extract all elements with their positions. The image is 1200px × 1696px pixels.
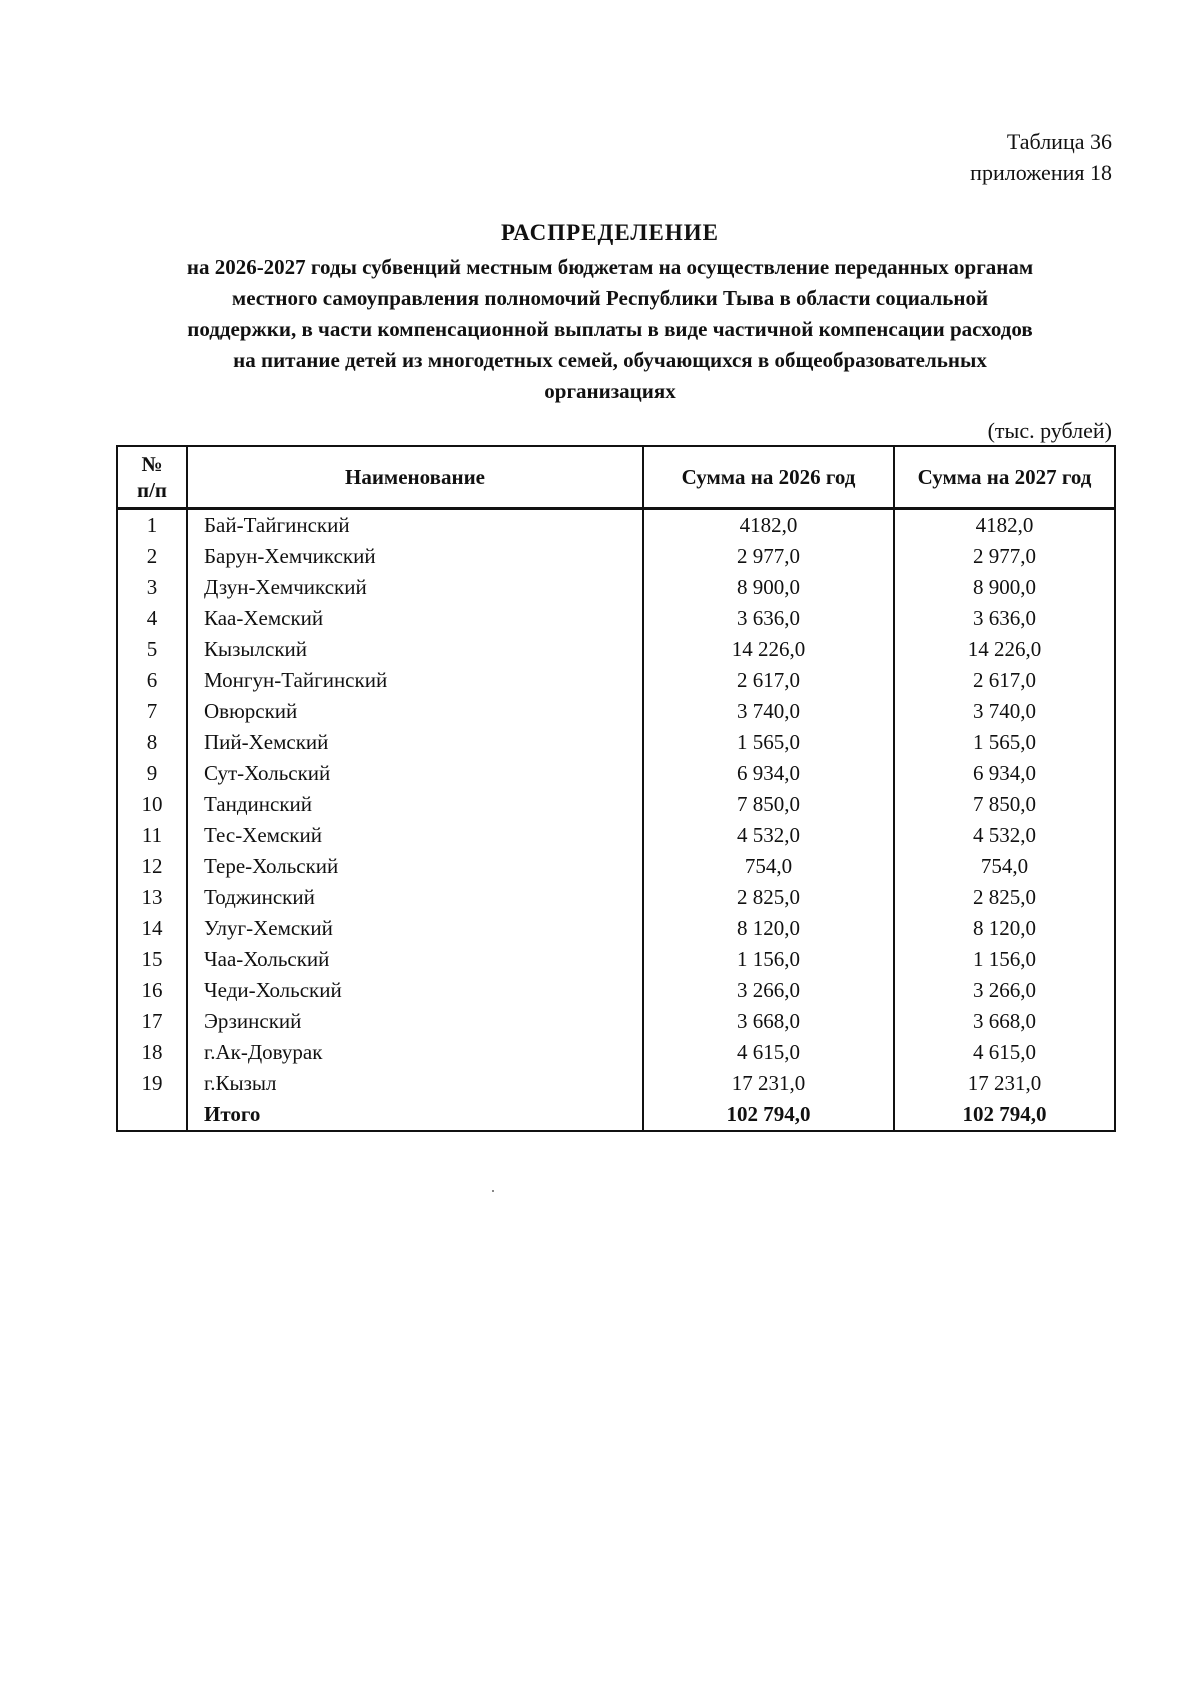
cell-sum-2026: 754,0 (643, 851, 894, 882)
cell-number: 8 (117, 727, 187, 758)
cell-name: Эрзинский (187, 1006, 643, 1037)
cell-number: 14 (117, 913, 187, 944)
total-sum-2026: 102 794,0 (643, 1099, 894, 1131)
document-heading (110, 218, 1110, 407)
cell-sum-2026: 3 266,0 (643, 975, 894, 1006)
table-row (117, 1037, 1115, 1068)
cell-sum-2027: 8 900,0 (894, 572, 1115, 603)
cell-name: Монгун-Тайгинский (187, 665, 643, 696)
document-subtitle (110, 252, 1110, 407)
cell-number: 3 (117, 572, 187, 603)
cell-name: Тере-Хольский (187, 851, 643, 882)
cell-name: Тес-Хемский (187, 820, 643, 851)
cell-sum-2026: 7 850,0 (643, 789, 894, 820)
cell-sum-2027: 2 825,0 (894, 882, 1115, 913)
table-row (117, 1006, 1115, 1037)
table-row (117, 789, 1115, 820)
cell-sum-2026: 4 532,0 (643, 820, 894, 851)
distribution-table (116, 445, 1116, 1132)
appendix-number: приложения 18 (970, 160, 1112, 185)
cell-name: г.Кызыл (187, 1068, 643, 1099)
cell-sum-2026: 4 615,0 (643, 1037, 894, 1068)
cell-number: 13 (117, 882, 187, 913)
cell-number: 4 (117, 603, 187, 634)
cell-sum-2027: 14 226,0 (894, 634, 1115, 665)
subtitle-line: организациях (544, 379, 676, 403)
subtitle-line: поддержки, в части компенсационной выплаты в виде частичной компенсации расходов (187, 317, 1033, 341)
cell-sum-2027: 4 532,0 (894, 820, 1115, 851)
table-row (117, 541, 1115, 572)
header-number (117, 446, 187, 509)
table-row (117, 665, 1115, 696)
table-row (117, 820, 1115, 851)
cell-number: 7 (117, 696, 187, 727)
cell-name: Чеди-Хольский (187, 975, 643, 1006)
document-title: РАСПРЕДЕЛЕНИЕ (501, 220, 719, 245)
cell-name: Кызылский (187, 634, 643, 665)
cell-sum-2027: 3 668,0 (894, 1006, 1115, 1037)
cell-name: Бай-Тайгинский (187, 509, 643, 542)
cell-sum-2027: 754,0 (894, 851, 1115, 882)
cell-number: 15 (117, 944, 187, 975)
cell-sum-2026: 1 565,0 (643, 727, 894, 758)
cell-sum-2026: 2 617,0 (643, 665, 894, 696)
subtitle-line: местного самоуправления полномочий Республики Тыва в области социальной (231, 286, 989, 310)
cell-name: Тоджинский (187, 882, 643, 913)
table-number: Таблица 36 (1006, 129, 1112, 154)
table-row (117, 851, 1115, 882)
table-row (117, 1068, 1115, 1099)
cell-sum-2027: 3 740,0 (894, 696, 1115, 727)
cell-number: 11 (117, 820, 187, 851)
cell-sum-2026: 3 668,0 (643, 1006, 894, 1037)
header-number-label: п/п (136, 478, 168, 502)
table-row (117, 944, 1115, 975)
cell-sum-2027: 4182,0 (894, 509, 1115, 542)
cell-sum-2026: 3 740,0 (643, 696, 894, 727)
cell-sum-2026: 2 825,0 (643, 882, 894, 913)
cell-sum-2026: 2 977,0 (643, 541, 894, 572)
cell-name: Пий-Хемский (187, 727, 643, 758)
cell-sum-2027: 1 565,0 (894, 727, 1115, 758)
table-row (117, 913, 1115, 944)
cell-number: 12 (117, 851, 187, 882)
cell-name: Тандинский (187, 789, 643, 820)
cell-sum-2027: 3 636,0 (894, 603, 1115, 634)
cell-number: 10 (117, 789, 187, 820)
cell-name: Барун-Хемчикский (187, 541, 643, 572)
unit-note: (тыс. рублей) (987, 418, 1112, 443)
cell-sum-2027: 17 231,0 (894, 1068, 1115, 1099)
cell-name: г.Ак-Довурак (187, 1037, 643, 1068)
cell-sum-2026: 8 900,0 (643, 572, 894, 603)
cell-sum-2027: 8 120,0 (894, 913, 1115, 944)
table-row (117, 696, 1115, 727)
total-sum-2027: 102 794,0 (894, 1099, 1115, 1131)
table-body (117, 509, 1115, 1132)
header-number-sign: № (141, 452, 163, 476)
cell-number: 1 (117, 509, 187, 542)
subtitle-line: на 2026-2027 годы субвенций местным бюджетам на осуществление переданных органам (186, 255, 1034, 279)
cell-number: 6 (117, 665, 187, 696)
cell-number: 18 (117, 1037, 187, 1068)
table-row (117, 882, 1115, 913)
scan-speck (492, 1190, 494, 1192)
cell-number: 5 (117, 634, 187, 665)
cell-name: Дзун-Хемчикский (187, 572, 643, 603)
cell-name: Овюрский (187, 696, 643, 727)
cell-sum-2026: 6 934,0 (643, 758, 894, 789)
header-sum-2026: Сумма на 2026 год (643, 446, 894, 509)
cell-name: Улуг-Хемский (187, 913, 643, 944)
cell-sum-2027: 2 977,0 (894, 541, 1115, 572)
cell-sum-2027: 2 617,0 (894, 665, 1115, 696)
cell-sum-2026: 3 636,0 (643, 603, 894, 634)
cell-number (117, 1099, 187, 1131)
header-sum-2027: Сумма на 2027 год (894, 446, 1115, 509)
table-row (117, 603, 1115, 634)
cell-sum-2026: 17 231,0 (643, 1068, 894, 1099)
total-label: Итого (187, 1099, 643, 1131)
cell-number: 2 (117, 541, 187, 572)
table-row (117, 727, 1115, 758)
cell-number: 16 (117, 975, 187, 1006)
table-total-row (117, 1099, 1115, 1131)
cell-number: 17 (117, 1006, 187, 1037)
cell-number: 9 (117, 758, 187, 789)
table-row (117, 572, 1115, 603)
cell-sum-2026: 4182,0 (643, 509, 894, 542)
table-row (117, 634, 1115, 665)
cell-name: Чаа-Хольский (187, 944, 643, 975)
table-row (117, 509, 1115, 542)
subtitle-line: на питание детей из многодетных семей, обучающихся в общеобразовательных (233, 348, 987, 372)
cell-name: Каа-Хемский (187, 603, 643, 634)
cell-sum-2026: 8 120,0 (643, 913, 894, 944)
cell-sum-2027: 3 266,0 (894, 975, 1115, 1006)
cell-sum-2026: 14 226,0 (643, 634, 894, 665)
header-name: Наименование (187, 446, 643, 509)
table-row (117, 975, 1115, 1006)
cell-number: 19 (117, 1068, 187, 1099)
table-reference (970, 126, 1112, 188)
cell-sum-2026: 1 156,0 (643, 944, 894, 975)
table-row (117, 758, 1115, 789)
cell-sum-2027: 7 850,0 (894, 789, 1115, 820)
table-header-row (117, 446, 1115, 509)
cell-sum-2027: 6 934,0 (894, 758, 1115, 789)
cell-sum-2027: 4 615,0 (894, 1037, 1115, 1068)
cell-sum-2027: 1 156,0 (894, 944, 1115, 975)
cell-name: Сут-Хольский (187, 758, 643, 789)
